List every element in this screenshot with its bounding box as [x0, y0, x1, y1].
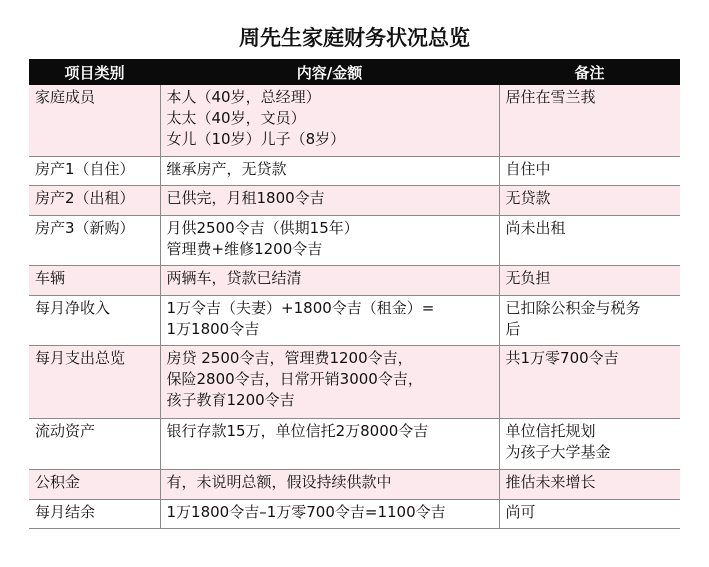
content-cell	[160, 499, 499, 528]
table-row	[29, 265, 680, 295]
note-line: 后	[505, 319, 521, 338]
content-cell	[160, 418, 499, 469]
note-line: 居住在雪兰莪	[505, 88, 596, 106]
table-row	[29, 185, 680, 215]
table-row	[29, 156, 680, 185]
content-line: 保险2800令吉，日常开销3000令吉，	[166, 369, 423, 388]
category-text: 房产2（出租）	[35, 188, 135, 207]
content-cell	[160, 295, 499, 345]
category-cell	[29, 469, 160, 499]
note-cell	[499, 85, 680, 156]
note-line: 推估未来增长	[505, 472, 596, 491]
note-cell	[499, 215, 680, 265]
finance-table	[29, 59, 680, 529]
category-text: 公积金	[35, 472, 81, 491]
note-line: 为孩子大学基金	[505, 442, 611, 461]
note-cell	[499, 499, 680, 528]
content-line: 孩子教育1200令吉	[166, 390, 295, 409]
category-cell	[29, 345, 160, 418]
content-cell	[160, 469, 499, 499]
category-text: 车辆	[35, 268, 66, 287]
content-line: 1万令吉（夫妻）+1800令吉（租金）=	[166, 298, 435, 317]
category-cell	[29, 265, 160, 295]
category-cell	[29, 499, 160, 528]
header-note: 备注	[499, 59, 680, 85]
note-cell	[499, 156, 680, 185]
content-cell	[160, 215, 499, 265]
content-cell	[160, 345, 499, 418]
category-cell	[29, 185, 160, 215]
category-cell	[29, 85, 160, 156]
category-text: 流动资产	[35, 421, 96, 440]
table-row	[29, 469, 680, 499]
content-line: 房贷 2500令吉，管理费1200令吉，	[166, 348, 413, 367]
note-line: 尚可	[505, 502, 536, 521]
content-line: 银行存款15万，单位信托2万8000令吉	[166, 421, 429, 440]
content-cell	[160, 85, 499, 156]
content-line: 1万1800令吉–1万零700令吉=1100令吉	[166, 502, 446, 521]
content-line: 本人（40岁，总经理）	[166, 88, 321, 106]
category-text: 每月结余	[35, 502, 96, 521]
note-line: 尚未出租	[505, 218, 566, 237]
note-cell	[499, 185, 680, 215]
note-line: 无贷款	[505, 188, 551, 207]
category-cell	[29, 215, 160, 265]
note-line: 单位信托规划	[505, 421, 596, 440]
category-cell	[29, 418, 160, 469]
category-text: 每月净收入	[35, 298, 111, 317]
content-line: 继承房产，无贷款	[166, 159, 287, 178]
table-row	[29, 418, 680, 469]
content-line: 月供2500令吉（供期15年）	[166, 218, 359, 237]
note-cell	[499, 418, 680, 469]
note-line: 共1万零700令吉	[505, 348, 619, 367]
table-row	[29, 345, 680, 418]
note-cell	[499, 265, 680, 295]
category-text: 房产1（自住）	[35, 159, 135, 178]
content-cell	[160, 185, 499, 215]
category-text: 家庭成员	[35, 88, 96, 106]
note-cell	[499, 469, 680, 499]
content-line: 两辆车，贷款已结清	[166, 268, 302, 287]
table-row	[29, 499, 680, 528]
content-line: 已供完，月租1800令吉	[166, 188, 325, 207]
content-cell	[160, 156, 499, 185]
note-cell	[499, 345, 680, 418]
category-cell	[29, 156, 160, 185]
content-line: 女儿（10岁）儿子（8岁）	[166, 130, 346, 148]
note-line: 已扣除公积金与税务	[505, 298, 641, 317]
header-content: 内容/金额	[160, 59, 499, 85]
content-line: 太太（40岁，文员）	[166, 109, 306, 127]
table-row	[29, 295, 680, 345]
page-title: 周先生家庭财务状况总览	[239, 26, 470, 50]
content-line: 有，未说明总额，假设持续供款中	[166, 472, 392, 491]
note-line: 无负担	[505, 268, 551, 287]
category-text: 每月支出总览	[35, 348, 126, 367]
note-line: 自住中	[505, 159, 551, 178]
category-text: 房产3（新购）	[35, 218, 135, 237]
table-row	[29, 215, 680, 265]
category-cell	[29, 295, 160, 345]
content-cell	[160, 265, 499, 295]
header-category: 项目类别	[29, 59, 160, 85]
note-cell	[499, 295, 680, 345]
table-header-row	[29, 59, 680, 85]
content-line: 管理费+维修1200令吉	[166, 239, 323, 258]
content-line: 1万1800令吉	[166, 319, 260, 338]
table-row	[29, 85, 680, 156]
